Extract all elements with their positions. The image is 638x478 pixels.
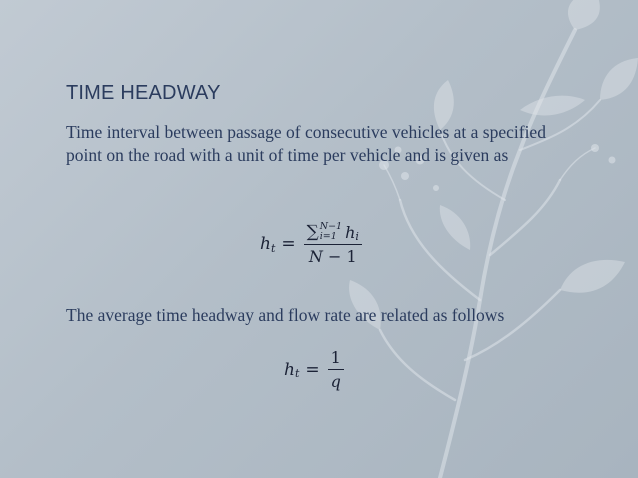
- denominator: q: [330, 372, 341, 392]
- slide-title: TIME HEADWAY: [66, 82, 221, 104]
- summation-upper-limit: N−1: [319, 221, 343, 232]
- lhs-subscript: t: [294, 367, 300, 381]
- summand-variable: h: [345, 222, 356, 242]
- definition-paragraph: Time interval between passage of consecutive vehicles at a specified point on the road with a unit of time per vehicle and is given as: [66, 122, 546, 165]
- summation-lower-limit: i=1: [319, 231, 337, 242]
- denominator: [306, 247, 360, 266]
- fraction: [328, 348, 344, 391]
- denominator-variable: N: [308, 247, 323, 267]
- numerator: [304, 222, 362, 242]
- lhs-variable: h: [260, 234, 271, 255]
- summation-limits: [320, 222, 342, 242]
- fraction-bar: [328, 369, 344, 370]
- equals-sign: =: [281, 234, 296, 255]
- equals-sign: =: [305, 359, 320, 380]
- numerator: 1: [330, 348, 341, 367]
- summation-symbol: ∑: [306, 222, 319, 242]
- summand-subscript: i: [355, 229, 359, 243]
- headway-flow-equation: [284, 348, 344, 391]
- fraction-bar: [304, 244, 362, 245]
- denominator-operation: − 1: [327, 247, 357, 267]
- relation-paragraph: The average time headway and flow rate are related as follows: [66, 305, 505, 325]
- fraction: [304, 222, 362, 266]
- lhs-variable: h: [284, 359, 295, 380]
- average-headway-equation: [260, 222, 362, 266]
- lhs-subscript: t: [270, 241, 276, 255]
